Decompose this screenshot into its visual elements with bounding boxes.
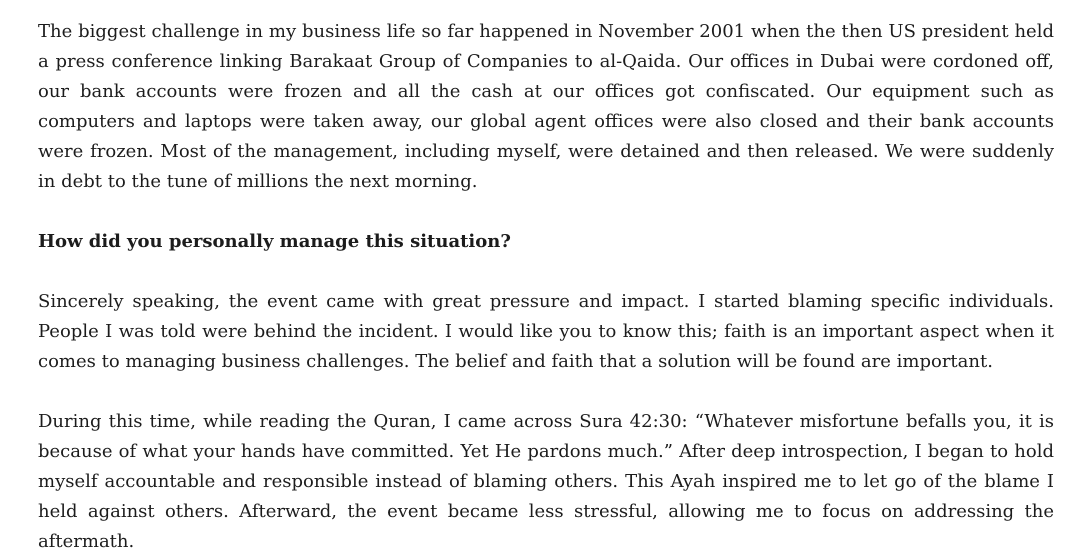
paragraph-answer-quran: During this time, while reading the Quran, I came across Sura 42:30: “Whatever misfortune befalls you, it is because of what your hands have committed. Yet He pardons much.” After deep introspection, I began to hold myself accountable and responsible instead of blaming others. This Ayah inspired me to let go of the blame I held against others. Afterward, the event became less stressful, allowing me to focus on addressing the aftermath. [38, 411, 1054, 552]
interview-question: How did you personally manage this situation? [38, 231, 511, 252]
paragraph-answer-pressure: Sincerely speaking, the event came with great pressure and impact. I started blaming specific individuals. People I was told were behind the incident. I would like you to know this; faith is an important aspect when it comes to managing business challenges. The belief and faith that a solution will be found are important. [38, 291, 1054, 372]
paragraph-business-challenge: The biggest challenge in my business life so far happened in November 2001 when the then US president held a press conference linking Barakaat Group of Companies to al-Qaida. Our offices in Dubai were cordoned off, our bank accounts were frozen and all the cash at our offices got confiscated. Our equipment such as computers and laptops were taken away, our global agent offices were also closed and their bank accounts were frozen. Most of the management, including myself, were detained and then released. We were suddenly in debt to the tune of millions the next morning. [38, 21, 1054, 192]
